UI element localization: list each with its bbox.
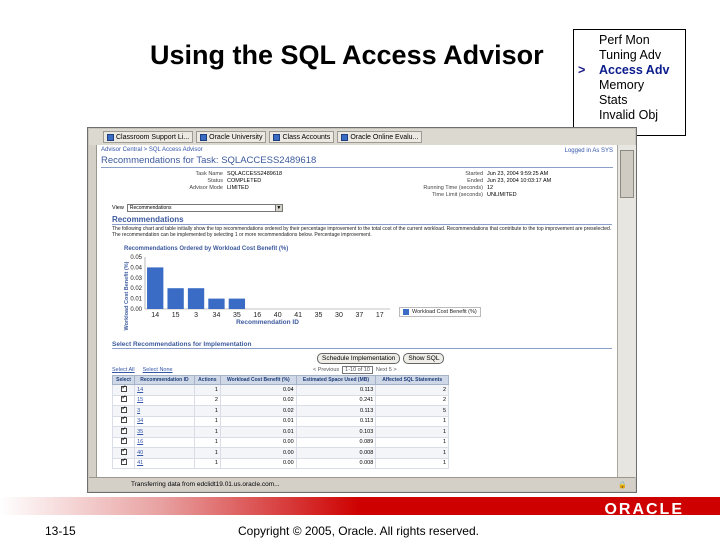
recommendation-id-link[interactable]: 41 [137, 460, 144, 467]
x-tick-label: 35 [232, 312, 241, 319]
affected-statements-cell [376, 448, 449, 459]
info-value: Jun 23, 2004 10:03:17 AM [487, 178, 552, 184]
chart-title: Recommendations Ordered by Workload Cost Benefit (%) [124, 246, 289, 252]
info-row [407, 192, 597, 199]
scrollbar-thumb[interactable] [620, 150, 634, 198]
space-used-cell [296, 427, 376, 438]
actions-count: 1 [214, 439, 218, 446]
y-tick-label: 0.02 [130, 286, 142, 293]
affected-statements: 1 [442, 428, 446, 435]
table-row [113, 427, 449, 438]
info-row [407, 171, 597, 178]
select-checkbox[interactable] [121, 459, 127, 465]
bookmark-label: Classroom Support Li... [116, 133, 190, 141]
y-tick-label: 0.01 [130, 296, 142, 303]
space-used-cell [296, 385, 376, 396]
info-row [167, 171, 297, 178]
info-value: Jun 23, 2004 9:59:25 AM [487, 171, 549, 177]
topic-label: Access Adv [599, 63, 670, 77]
info-key: Advisor Mode [189, 185, 223, 191]
cost-benefit-cell [220, 406, 296, 417]
info-row [167, 178, 297, 185]
affected-statements: 1 [442, 449, 446, 456]
column-header[interactable]: Select [113, 376, 135, 385]
cost-benefit: 0.00 [282, 460, 294, 467]
topic-marker [578, 33, 599, 48]
bookmark-icon [200, 134, 207, 141]
space-used: 0.241 [359, 397, 374, 404]
affected-statements-cell [376, 406, 449, 417]
view-row [112, 204, 283, 212]
topic-marker [578, 93, 599, 108]
table-row [113, 416, 449, 427]
x-tick-label: 17 [375, 312, 384, 319]
x-tick-label: 3 [194, 312, 198, 319]
recommendation-id-link[interactable]: 3 [137, 407, 141, 414]
table-row [113, 406, 449, 417]
chart-bar [229, 299, 245, 309]
logged-in-label: Logged in As SYS [564, 148, 613, 154]
left-rail [89, 145, 97, 477]
cost-benefit: 0.04 [282, 386, 294, 393]
select-checkbox[interactable] [121, 407, 127, 413]
cost-benefit-cell [220, 395, 296, 406]
recommendation-id-link[interactable]: 16 [137, 439, 144, 446]
select-checkbox[interactable] [121, 417, 127, 423]
space-used: 0.103 [359, 428, 374, 435]
recommendation-id-link[interactable]: 35 [137, 428, 144, 435]
actions-count: 2 [214, 397, 218, 404]
space-used-cell [296, 437, 376, 448]
actions-count: 1 [214, 428, 218, 435]
topic-list [573, 29, 686, 136]
actions-count-cell [194, 448, 220, 459]
x-tick-label: 14 [151, 312, 160, 319]
bookmark-item[interactable] [269, 131, 334, 143]
breadcrumb[interactable]: Advisor Central > SQL Access Advisor [101, 147, 203, 153]
info-row [167, 185, 297, 192]
select-cell [113, 458, 135, 469]
actions-count: 1 [214, 418, 218, 425]
info-value: UNLIMITED [487, 192, 517, 198]
implementation-buttons [317, 353, 444, 364]
affected-statements-cell [376, 416, 449, 427]
chart-bar [147, 267, 163, 309]
recommendation-id-link[interactable]: 40 [137, 449, 144, 456]
space-used-cell [296, 448, 376, 459]
vertical-scrollbar[interactable] [617, 145, 636, 477]
select-all-link[interactable]: Select All [112, 367, 135, 373]
x-tick-label: 34 [212, 312, 221, 319]
table-row [113, 385, 449, 396]
topic-item [578, 33, 685, 48]
actions-count: 1 [214, 386, 218, 393]
space-used-cell [296, 406, 376, 417]
chart-bar [208, 299, 224, 309]
info-row [407, 185, 597, 192]
recommendation-id-link-cell [135, 416, 195, 427]
status-bar [89, 477, 635, 491]
cost-benefit: 0.01 [282, 428, 294, 435]
affected-statements: 1 [442, 460, 446, 467]
cost-benefit: 0.02 [282, 407, 294, 414]
cost-benefit: 0.02 [282, 397, 294, 404]
topic-item [578, 48, 685, 63]
recommendation-id-link[interactable]: 15 [137, 397, 144, 404]
recommendation-id-link-cell [135, 448, 195, 459]
bookmark-icon [107, 134, 114, 141]
pager [313, 366, 397, 374]
cost-benefit: 0.00 [282, 449, 294, 456]
x-tick-label: 16 [253, 312, 262, 319]
task-info-right [407, 171, 597, 199]
topic-label: Tuning Adv [599, 48, 662, 62]
recommendation-id-link[interactable]: 14 [137, 386, 144, 393]
x-tick-label: 41 [294, 312, 303, 319]
cost-benefit: 0.00 [282, 439, 294, 446]
topic-label: Memory [599, 78, 645, 92]
bookmark-label: Oracle University [209, 133, 263, 141]
space-used-cell [296, 416, 376, 427]
actions-count-cell [194, 458, 220, 469]
affected-statements-cell [376, 385, 449, 396]
x-tick-label: 37 [355, 312, 364, 319]
actions-count: 1 [214, 449, 218, 456]
copyright-text: Copyright © 2005, Oracle. All rights reserved. [238, 524, 479, 538]
affected-statements-cell [376, 395, 449, 406]
recommendation-id-link-cell [135, 385, 195, 396]
cost-benefit-cell [220, 448, 296, 459]
affected-statements: 1 [442, 439, 446, 446]
task-info-left [167, 171, 297, 192]
status-text: Transferring data from edclidt19.01.us.oracle.com... [131, 481, 280, 488]
bookmark-icon [273, 134, 280, 141]
cost-benefit-cell [220, 427, 296, 438]
x-tick-label: 30 [335, 312, 343, 319]
cost-benefit: 0.01 [282, 418, 294, 425]
select-checkbox[interactable] [121, 428, 127, 434]
y-tick-label: 0.00 [130, 307, 142, 313]
select-checkbox[interactable] [121, 396, 127, 402]
info-key: Running Time (seconds) [423, 185, 483, 191]
view-select-value: Recommendations [129, 205, 172, 211]
select-checkbox[interactable] [121, 386, 127, 392]
select-none-link[interactable]: Select None [142, 367, 173, 373]
affected-statements: 2 [442, 386, 446, 393]
view-select[interactable] [127, 204, 283, 212]
space-used: 0.089 [359, 439, 374, 446]
legend-label: Workload Cost Benefit (%) [412, 309, 477, 315]
table-row [113, 448, 449, 459]
column-header[interactable]: Actions [194, 376, 220, 385]
actions-count-cell [194, 416, 220, 427]
x-tick-label: 40 [273, 312, 282, 319]
implementation-heading: Select Recommendations for Implementation [112, 341, 612, 349]
selection-links [112, 367, 173, 373]
pager-range-select[interactable]: 1-10 of 10 [342, 366, 373, 374]
actions-count-cell [194, 385, 220, 396]
recommendation-id-link-cell [135, 458, 195, 469]
affected-statements-cell [376, 437, 449, 448]
x-tick-label: 35 [314, 312, 323, 319]
topic-label: Stats [599, 93, 628, 107]
oracle-logo: ORACLE [604, 501, 684, 518]
schedule-implementation-button[interactable]: Schedule Implementation [317, 353, 400, 364]
actions-count: 1 [214, 460, 218, 467]
table-row [113, 458, 449, 469]
y-tick-label: 0.04 [130, 265, 142, 272]
space-used: 0.113 [359, 418, 374, 425]
bookmark-item[interactable] [103, 131, 193, 143]
affected-statements: 2 [442, 397, 446, 404]
y-tick-label: 0.03 [130, 275, 142, 282]
info-value: COMPLETED [227, 178, 262, 184]
affected-statements: 5 [442, 407, 446, 414]
column-header[interactable]: Affected SQL Statements [376, 376, 449, 385]
chart-area [107, 253, 407, 333]
space-used: 0.008 [359, 460, 374, 467]
bookmarks-toolbar [89, 129, 635, 145]
info-key: Time Limit (seconds) [432, 192, 483, 198]
info-value: LIMITED [227, 185, 249, 191]
topic-label: Invalid Obj [599, 108, 659, 122]
browser-window [87, 127, 637, 493]
cost-benefit-cell [220, 416, 296, 427]
topic-item [578, 108, 685, 123]
select-checkbox[interactable] [121, 438, 127, 444]
space-used-cell [296, 395, 376, 406]
topic-item [578, 93, 685, 108]
table-row [113, 437, 449, 448]
topic-marker [578, 108, 599, 123]
affected-statements-cell [376, 427, 449, 438]
chart-bar [188, 288, 204, 309]
info-key: Task Name [195, 171, 223, 177]
affected-statements-cell [376, 458, 449, 469]
topic-marker [578, 78, 599, 93]
affected-statements: 1 [442, 418, 446, 425]
space-used: 0.113 [359, 386, 374, 393]
recommendations-description: The following chart and table initially show the top recommendations ordered by their percentage improvement to the total cost of the current workload. Recommendations that contribute to the top improvement are preselected. The recommendation can be implemented by selecting 1 or more recommendations below. Percentage improvement. [112, 226, 612, 238]
actions-count: 1 [214, 407, 218, 414]
page-content [97, 145, 617, 477]
legend-swatch [403, 309, 409, 315]
column-header[interactable]: Workload Cost Benefit (%) [220, 376, 296, 385]
column-header[interactable]: Estimated Space Used (MB) [296, 376, 376, 385]
slide-title: Using the SQL Access Advisor [150, 40, 544, 70]
x-tick-label: 15 [171, 312, 180, 319]
view-label: View [112, 205, 124, 211]
bookmark-icon [341, 134, 348, 141]
chart-xlabel: Recommendation ID [236, 319, 299, 326]
recommendation-id-link-cell [135, 395, 195, 406]
chart-bar [167, 288, 183, 309]
recommendation-id-link-cell [135, 437, 195, 448]
bookmark-label: Oracle Online Evalu... [350, 133, 419, 141]
topic-label: Perf Mon [599, 33, 650, 47]
topic-marker [578, 48, 599, 63]
slide-number: 13-15 [45, 524, 76, 538]
select-checkbox[interactable] [121, 449, 127, 455]
info-row [407, 178, 597, 185]
bookmark-item[interactable] [196, 131, 266, 143]
actions-count-cell [194, 406, 220, 417]
recommendations-heading: Recommendations [112, 215, 612, 225]
info-value: 12 [487, 185, 494, 191]
cost-benefit-cell [220, 437, 296, 448]
space-used: 0.008 [359, 449, 374, 456]
page-title: Recommendations for Task: SQLACCESS2489618 [101, 155, 613, 168]
recommendations-table [112, 375, 449, 469]
recommendation-id-link-cell [135, 406, 195, 417]
pager-next[interactable]: Next 5 > [375, 367, 397, 373]
chart-ylabel: Workload Cost Benefit (%) [124, 261, 130, 331]
topic-marker: > [578, 63, 586, 77]
column-header[interactable]: Recommendation ID [135, 376, 195, 385]
cost-benefit-cell [220, 385, 296, 396]
table-row [113, 395, 449, 406]
pager-previous[interactable]: < Previous [313, 367, 340, 373]
space-used-cell [296, 458, 376, 469]
lock-icon: 🔒 [618, 481, 627, 489]
actions-count-cell [194, 427, 220, 438]
info-key: Status [207, 178, 223, 184]
info-key: Ended [467, 178, 483, 184]
chart-legend [399, 307, 481, 317]
cost-benefit-cell [220, 458, 296, 469]
bar-chart [107, 253, 407, 333]
info-key: Started [465, 171, 483, 177]
recommendation-id-link[interactable]: 34 [137, 418, 144, 425]
actions-count-cell [194, 395, 220, 406]
chevron-down-icon[interactable]: ▼ [276, 205, 282, 211]
bookmark-item[interactable] [337, 131, 422, 143]
show-sql-button[interactable]: Show SQL [403, 353, 444, 364]
topic-item [578, 78, 685, 93]
recommendation-id-link-cell [135, 427, 195, 438]
y-tick-label: 0.05 [130, 255, 142, 261]
info-value: SQLACCESS2489618 [227, 171, 283, 177]
topic-item [578, 63, 685, 78]
bookmark-label: Class Accounts [282, 133, 331, 141]
space-used: 0.113 [359, 407, 374, 414]
actions-count-cell [194, 437, 220, 448]
